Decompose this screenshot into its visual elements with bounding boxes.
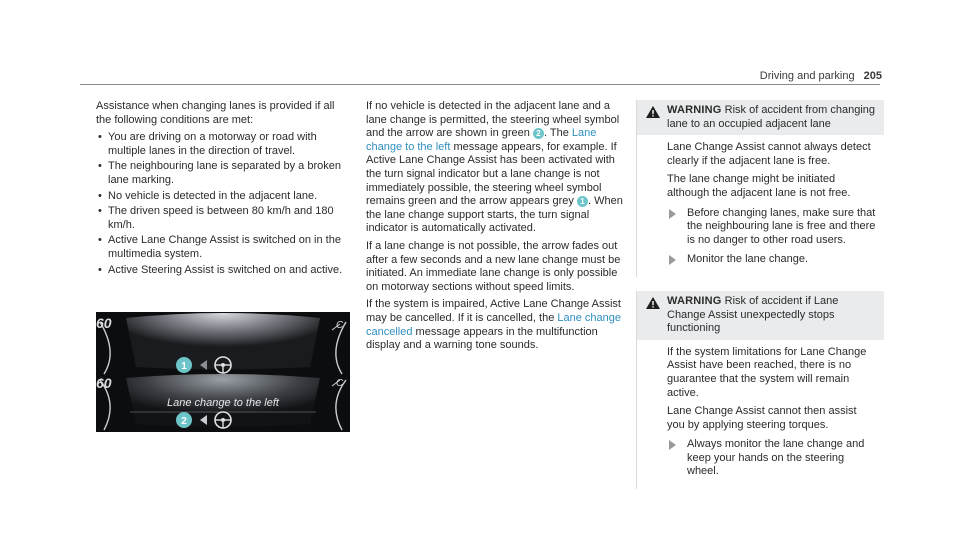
action-step: Before changing lanes, make sure that the neighbouring lane is free and there is no danger to other road users. bbox=[667, 207, 876, 248]
callout-2-ref: 2 bbox=[533, 128, 544, 139]
speed-readout-top: 60 bbox=[96, 315, 112, 331]
warning-title: Risk of accident if Lane Change Assist unexpectedly stops functioning bbox=[667, 294, 839, 335]
action-step: Monitor the lane change. bbox=[667, 253, 876, 267]
lane-change-not-possible: If a lane change is not possible, the arrow fades out after a few seconds and a new lane change must be initiated. An immediate lane change is only possible on motorway sections without speed limits. bbox=[366, 239, 621, 293]
warning-box-assist-stops bbox=[636, 291, 884, 489]
column-3 bbox=[636, 100, 884, 489]
cluster-display-illustration bbox=[96, 312, 350, 432]
warning-text: If the system limitations for Lane Change Assist have been reached, there is no guarantee that the system will remain active. bbox=[667, 345, 867, 399]
action-step: Always monitor the lane change and keep your hands on the steering wheel. bbox=[667, 438, 876, 479]
action-arrow-icon bbox=[669, 255, 676, 265]
list-item: • Active Lane Change Assist is switched on in the multimedia system. bbox=[96, 234, 352, 261]
warning-box-occupied-lane bbox=[636, 100, 884, 277]
system-impaired: If the system is impaired, Active Lane Change Assist may be cancelled. If it is cancelled, the Lane change cancelled message appears in the multifunction display and a warning tone sounds. bbox=[366, 298, 622, 352]
svg-text:C: C bbox=[336, 378, 344, 389]
svg-text:C: C bbox=[336, 320, 344, 331]
action-arrow-icon bbox=[669, 209, 676, 219]
callout-1-label: 1 bbox=[181, 361, 187, 372]
warning-label: WARNING bbox=[667, 294, 722, 307]
column-1 bbox=[96, 100, 352, 279]
header-rule bbox=[80, 84, 880, 85]
warning-text: Lane Change Assist cannot always detect clearly if the adjacent lane is free. bbox=[667, 141, 871, 167]
list-item: • You are driving on a motorway or road with multiple lanes in the direction of travel. bbox=[96, 131, 352, 158]
running-header bbox=[760, 70, 882, 82]
callout-1-ref: 1 bbox=[577, 196, 588, 207]
list-item: • Active Steering Assist is switched on and active. bbox=[96, 264, 352, 278]
list-item: • The neighbouring lane is separated by a broken lane marking. bbox=[96, 160, 352, 187]
lane-change-explanation: If no vehicle is detected in the adjacent lane and a lane change is permitted, the steering wheel symbol and the arrow are shown in green 2 . The Lane change to the left message appears, for example. If Active Lane Change Assist has been activated with the turn signal indicator but a lane change is not immediately possible, the steering wheel symbol remains green and the arrow appears grey 1 . When the lane change support starts, the turn signal indicator is automatically activated. bbox=[366, 100, 623, 235]
list-item: • No vehicle is detected in the adjacent lane. bbox=[96, 190, 352, 204]
message-lane-change-left: Lane change to the left bbox=[366, 127, 597, 153]
warning-header bbox=[637, 291, 884, 340]
warning-triangle-icon bbox=[646, 106, 660, 118]
callout-2-label: 2 bbox=[181, 416, 187, 427]
section-title: Driving and parking bbox=[759, 70, 855, 82]
warning-triangle-icon bbox=[646, 297, 660, 309]
lane-change-message: Lane change to the left bbox=[167, 397, 279, 409]
warning-body bbox=[637, 135, 884, 277]
cluster-display-figure bbox=[96, 312, 350, 432]
warning-body bbox=[637, 340, 884, 489]
conditions-list bbox=[96, 131, 352, 277]
warning-text: Lane Change Assist cannot then assist you by applying steering torques. bbox=[667, 405, 857, 431]
conditions-intro: Assistance when changing lanes is provided if all the following conditions are met: bbox=[96, 100, 335, 126]
column-2 bbox=[366, 100, 628, 357]
list-item: • The driven speed is between 80 km/h and 180 km/h. bbox=[96, 205, 352, 232]
warning-header bbox=[637, 100, 884, 135]
warning-label: WARNING bbox=[667, 104, 722, 116]
page-number: 205 bbox=[863, 70, 882, 82]
warning-title: Risk of accident from changing lane to an occupied adjacent lane bbox=[667, 104, 876, 130]
message-lane-change-cancelled: Lane change cancelled bbox=[366, 311, 622, 338]
warning-text: The lane change might be initiated although the adjacent lane is not free. bbox=[667, 173, 851, 199]
action-arrow-icon bbox=[669, 440, 676, 450]
speed-readout-bottom: 60 bbox=[96, 375, 112, 391]
